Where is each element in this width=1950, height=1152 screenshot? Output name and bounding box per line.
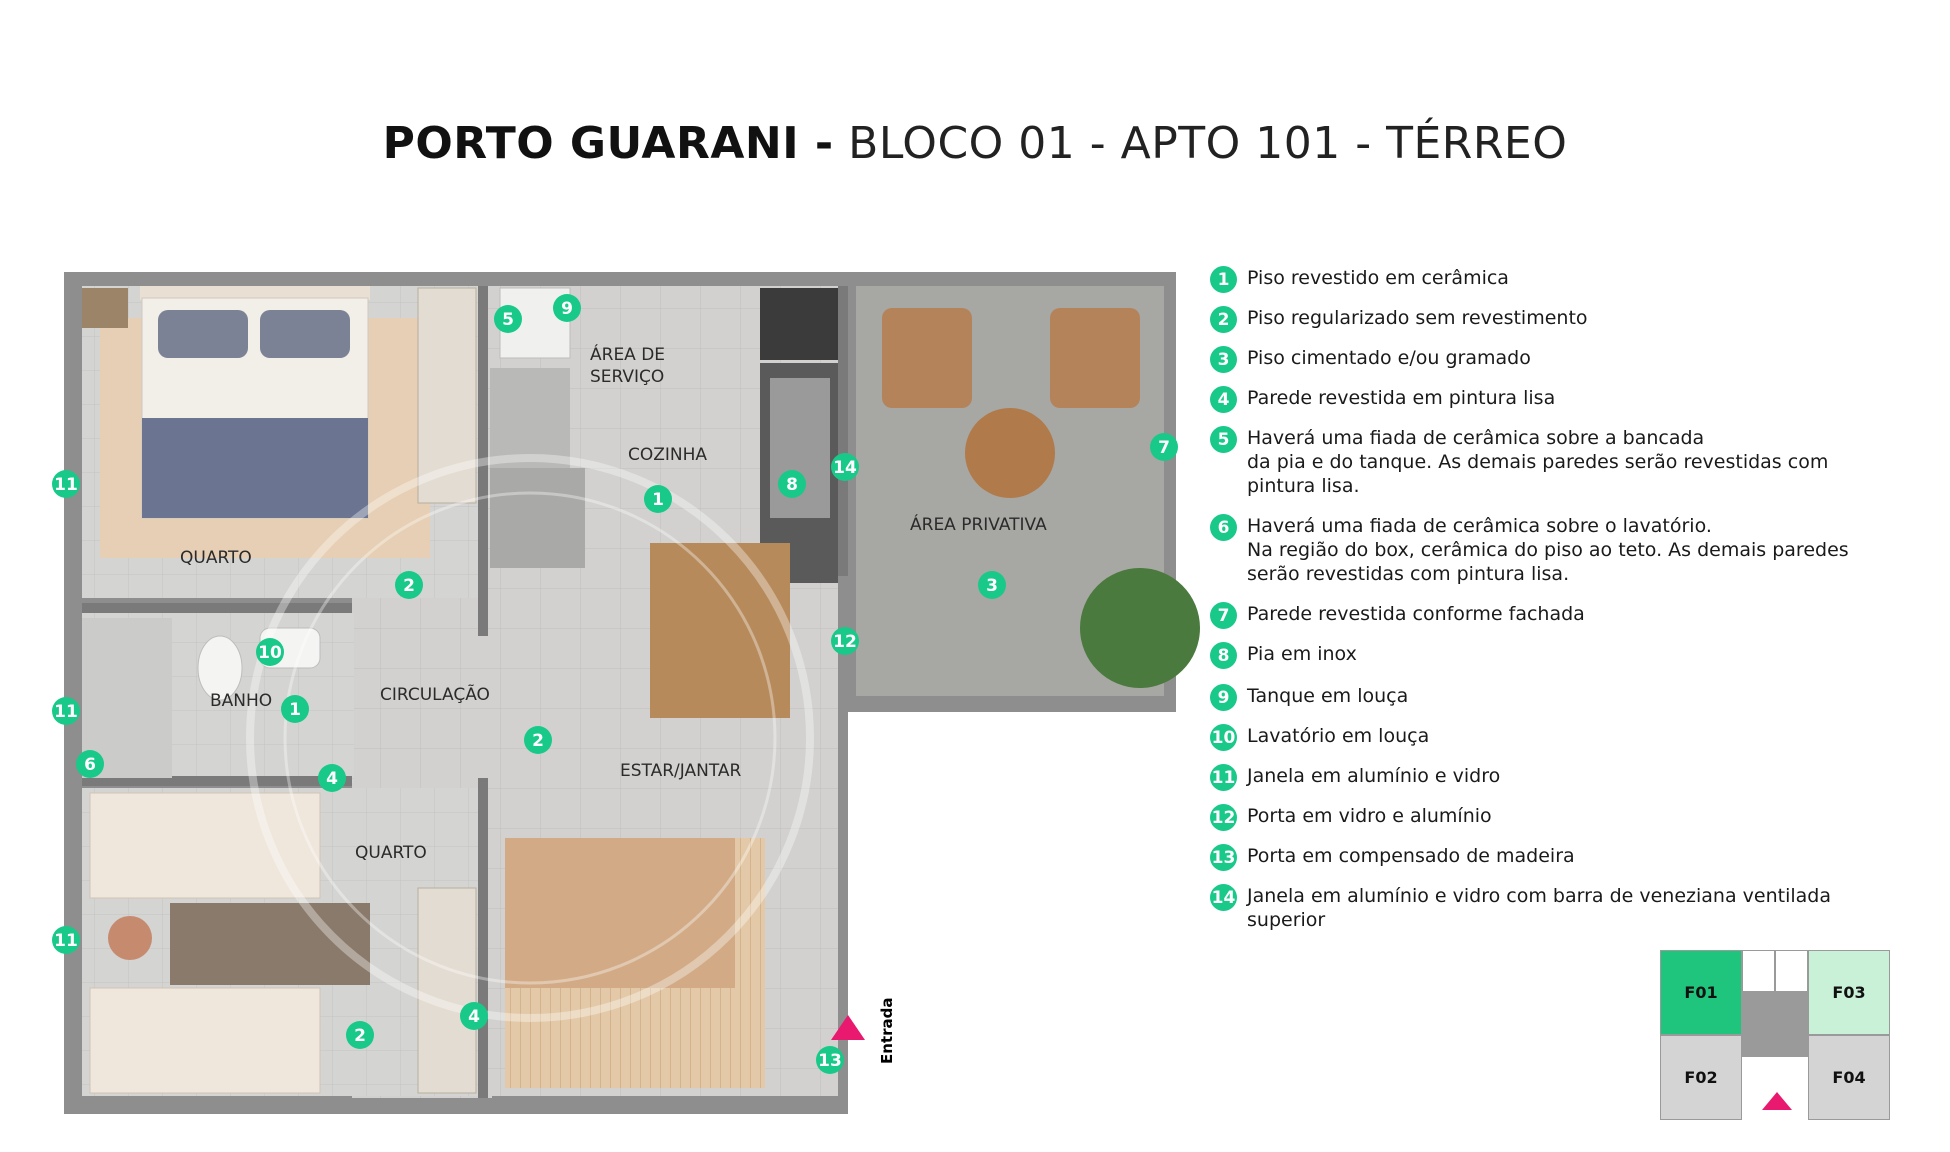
marker-14 <box>831 453 859 481</box>
wall-v2 <box>478 778 488 1098</box>
legend-item-5 <box>1210 426 1828 498</box>
stove <box>760 288 838 360</box>
marker-1b <box>281 695 309 723</box>
legend-text: Porta em vidro e alumínio <box>1247 805 1492 827</box>
marker-1a <box>644 485 672 513</box>
svg-text:11: 11 <box>54 931 78 951</box>
marker-4b <box>460 1002 488 1030</box>
svg-text:4: 4 <box>326 769 338 789</box>
legend-text: Tanque em louça <box>1247 685 1409 707</box>
legend-number: 11 <box>1210 764 1237 791</box>
legend-text: Piso cimentado e/ou gramado <box>1247 347 1531 369</box>
marker-2a <box>395 571 423 599</box>
legend-number: 14 <box>1210 884 1237 911</box>
legend-item-11 <box>1210 764 1500 791</box>
coffee-table <box>965 408 1055 498</box>
marker-2c <box>346 1021 374 1049</box>
marker-11a <box>52 470 80 498</box>
marker-7 <box>1150 433 1178 461</box>
legend-text: Janela em alumínio e vidro <box>1247 765 1501 787</box>
plant <box>1080 568 1200 688</box>
legend-item-10 <box>1210 724 1429 751</box>
legend-number: 13 <box>1210 844 1237 871</box>
legend-text: Parede revestida conforme fachada <box>1247 603 1585 625</box>
room-area-servico-1: ÁREA DE <box>590 345 666 365</box>
room-area-servico-2: SERVIÇO <box>590 367 665 387</box>
room-quarto-2: QUARTO <box>355 843 427 863</box>
legend-item-13 <box>1210 844 1575 871</box>
room-quarto-1: QUARTO <box>180 548 252 568</box>
bed-blanket <box>142 418 368 518</box>
room-circulacao: CIRCULAÇÃO <box>380 685 490 705</box>
legend-number: 1 <box>1210 266 1237 293</box>
legend-text: Lavatório em louça <box>1247 725 1430 747</box>
legend-number: 2 <box>1210 306 1237 333</box>
marker-13 <box>816 1046 844 1074</box>
svg-text:7: 7 <box>1158 438 1170 458</box>
legend-item-3 <box>1210 346 1531 373</box>
svg-text:1: 1 <box>652 490 664 510</box>
legend-item-14 <box>1210 884 1910 932</box>
legend-item-7 <box>1210 602 1585 629</box>
wardrobe-2 <box>418 888 476 1093</box>
svg-text:11: 11 <box>54 475 78 495</box>
kitchen-sink <box>770 378 830 518</box>
legend-number: 9 <box>1210 684 1237 711</box>
keyplan-f02: F02 <box>1660 1035 1742 1120</box>
pillow-2 <box>260 310 350 358</box>
legend-item-6 <box>1210 514 1849 586</box>
pillow-1 <box>158 310 248 358</box>
legend-text: Pia em inox <box>1247 643 1357 665</box>
fridge <box>490 468 585 568</box>
svg-text:9: 9 <box>561 299 573 319</box>
svg-text:5: 5 <box>502 310 514 330</box>
marker-10 <box>256 638 284 666</box>
key-plan <box>1660 950 1890 1120</box>
single-bed-2 <box>90 988 320 1093</box>
svg-text:2: 2 <box>532 731 544 751</box>
keyplan-f04: F04 <box>1808 1035 1890 1120</box>
legend-number: 5 <box>1210 426 1237 453</box>
marker-4a <box>318 764 346 792</box>
svg-text:14: 14 <box>833 458 857 478</box>
marker-5 <box>494 305 522 333</box>
page-title <box>0 118 1950 169</box>
title-rest: BLOCO 01 - APTO 101 - TÉRREO <box>833 118 1568 169</box>
legend-item-2 <box>1210 306 1588 333</box>
legend-number: 3 <box>1210 346 1237 373</box>
room-banho: BANHO <box>210 691 273 711</box>
svg-text:2: 2 <box>354 1026 366 1046</box>
legend-item-1 <box>1210 266 1509 293</box>
legend-text: Parede revestida em pintura lisa <box>1247 387 1556 409</box>
legend-number: 6 <box>1210 514 1237 541</box>
svg-text:1: 1 <box>289 700 301 720</box>
marker-12 <box>831 627 859 655</box>
marker-11c <box>52 926 80 954</box>
svg-text:8: 8 <box>786 475 798 495</box>
legend-text: Porta em compensado de madeira <box>1247 845 1575 867</box>
legend-number: 12 <box>1210 804 1237 831</box>
dining-table <box>650 543 790 718</box>
entrance-label: Entrada <box>878 997 896 1064</box>
legend-text: Janela em alumínio e vidro com barra de veneziana ventilada superior <box>1247 885 1831 931</box>
legend-item-4 <box>1210 386 1555 413</box>
svg-text:12: 12 <box>833 632 857 652</box>
room-area-privativa: ÁREA PRIVATIVA <box>910 515 1047 535</box>
legend-item-9 <box>1210 684 1408 711</box>
legend-number: 7 <box>1210 602 1237 629</box>
keyplan-entrance-marker <box>1760 1090 1794 1112</box>
svg-text:13: 13 <box>818 1051 842 1071</box>
legend-item-8 <box>1210 642 1357 669</box>
svg-text:3: 3 <box>986 576 998 596</box>
keyplan-cell <box>1742 950 1775 992</box>
quarto-2-lamp <box>108 916 152 960</box>
legend-number: 8 <box>1210 642 1237 669</box>
svg-text:10: 10 <box>258 643 282 663</box>
svg-text:11: 11 <box>54 702 78 722</box>
washing-machine <box>490 368 570 468</box>
legend-text: Piso regularizado sem revestimento <box>1247 307 1588 329</box>
marker-2b <box>524 726 552 754</box>
keyplan-cell <box>1775 950 1808 992</box>
nightstand <box>82 288 128 328</box>
marker-8 <box>778 470 806 498</box>
legend-text: Haverá uma fiada de cerâmica sobre a bancada da pia e do tanque. As demais paredes serão revestidas com pintura lisa. <box>1247 427 1829 497</box>
room-cozinha: COZINHA <box>628 445 708 465</box>
armchair-1 <box>882 308 972 408</box>
keyplan-core <box>1742 992 1808 1057</box>
room-estar-jantar: ESTAR/JANTAR <box>620 761 742 781</box>
armchair-2 <box>1050 308 1140 408</box>
legend-text: Haverá uma fiada de cerâmica sobre o lavatório. Na região do box, cerâmica do piso ao teto. As demais paredes serão revestidas com pintura lisa. <box>1247 515 1849 585</box>
legend-number: 4 <box>1210 386 1237 413</box>
keyplan-f03: F03 <box>1808 950 1890 1035</box>
svg-text:6: 6 <box>84 755 96 775</box>
marker-6 <box>76 750 104 778</box>
floor-plan <box>54 268 1180 1118</box>
legend-item-12 <box>1210 804 1492 831</box>
keyplan-f01: F01 <box>1660 950 1742 1035</box>
legend-number: 10 <box>1210 724 1237 751</box>
wall-h-bath-top <box>82 603 352 613</box>
title-bold: PORTO GUARANI - <box>382 118 834 169</box>
wall-kitchen-private <box>838 286 848 576</box>
svg-text:2: 2 <box>403 576 415 596</box>
marker-11b <box>52 697 80 725</box>
legend-text: Piso revestido em cerâmica <box>1247 267 1509 289</box>
marker-9 <box>553 294 581 322</box>
svg-text:4: 4 <box>468 1007 480 1027</box>
marker-3 <box>978 571 1006 599</box>
